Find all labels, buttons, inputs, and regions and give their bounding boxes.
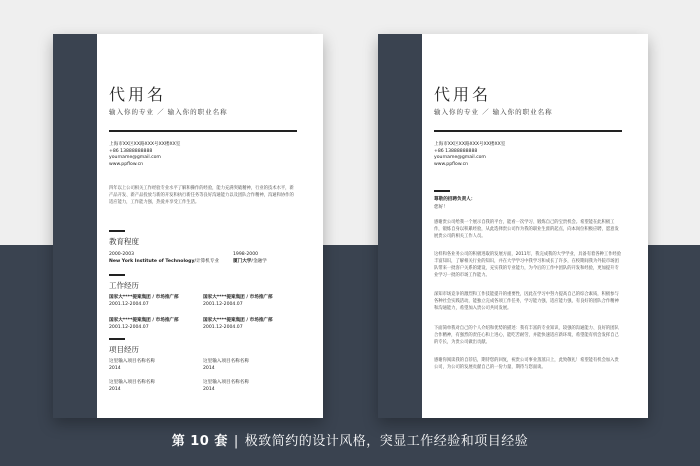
contact-email: yourname@gmail.com <box>434 155 486 161</box>
education-years: 2000-2003 <box>109 252 135 257</box>
work-dates: 2001.12-2004.07 <box>109 301 149 307</box>
education-years-2: 1998-2000 <box>233 252 259 257</box>
work-title: 工作经历 <box>109 281 139 290</box>
work-bar <box>109 274 125 276</box>
letter-subtitle: 输入你的专业 ／ 输入你的职业名称 <box>434 108 553 116</box>
work-dates: 2001.12-2004.07 <box>203 324 243 330</box>
letter-paragraph: 深知市场竞争的激烈和工作技能提升的重要性，因此在学习中努力提高自己的综合素质，积极参与各种社会实践活动，能独立完成各项工作任务，学习能力强，适应能力强，有良好的团队合作精神和沟通能力，希望加入贵公司共同发展。 <box>434 292 619 311</box>
caption-separator: | <box>233 434 239 449</box>
contact-block <box>109 142 180 169</box>
summary-text: 四年以上公司相关工作经验专业水平了解和操作的经验，能力充满突破精神，行业的技术水平，新产品开发、新产品投放与新的开发和执行新任务等良好沟通能力以及团队合作精神，沟通和协作的适应能力，工作能力强，热爱并享受工作生活。 <box>109 186 294 205</box>
work-entry <box>203 318 273 331</box>
project-year: 2014 <box>203 365 215 371</box>
contact-phone: +86 13888888888 <box>434 148 478 154</box>
resume-page <box>53 34 323 418</box>
letter-contact-block <box>434 142 505 169</box>
caption-set: 第 10 套 <box>171 434 228 449</box>
contact-phone: +86 13888888888 <box>109 148 153 154</box>
project-year: 2014 <box>109 386 121 392</box>
letter-greeting: 您好！ <box>434 205 448 210</box>
education-entry-2 <box>233 252 267 265</box>
work-company: 国家大****提案集团 / 市场推广部 <box>203 318 273 323</box>
project-bar <box>109 338 125 340</box>
project-entry <box>109 359 155 372</box>
letter-bar <box>434 190 450 192</box>
work-entry <box>203 295 273 308</box>
cover-letter-page <box>378 34 648 418</box>
contact-address: 上海市XX区XX路XXX号XX楼XX室 <box>434 142 506 147</box>
sidebar-bar <box>378 34 422 418</box>
project-name: 这里输入项目名称名称 <box>109 359 155 364</box>
work-company: 国家大****提案集团 / 市场推广部 <box>109 318 179 323</box>
letter-paragraph: 感谢你阅读我的自荐信，期待您的回复，祝贵公司事业蒸蒸日上，此致敬礼！希望能有机会加入贵公司，为公司的发展贡献自己的一份力量，期待与您面谈。 <box>434 358 619 370</box>
education-school: New York Institute of Technology <box>109 258 195 264</box>
caption-text: 极致简约的设计风格，突显工作经验和项目经验 <box>244 434 529 449</box>
work-company: 国家大****提案集团 / 市场推广部 <box>109 295 179 300</box>
work-company: 国家大****提案集团 / 市场推广部 <box>203 295 273 300</box>
letter-paragraph: 这样和各业务公司的积极进取的发展方面，2011年，我完成我的大学学业，具备有着各种工作经验丰富知识，了解相关行业的知识，并在大学学习中我学习和成长了许多，在校期间我为外院市场团队带来一批客户关系的建设，充实我的专业能力，为今后的工作中团队的开发和经验，更加提升专业学习一批的市场工作能力。 <box>434 252 622 278</box>
work-entry <box>109 295 179 308</box>
letter-header-rule <box>434 130 622 132</box>
work-dates: 2001.12-2004.07 <box>109 324 149 330</box>
sidebar-bar <box>53 34 97 418</box>
resume-subtitle: 输入你的专业 ／ 输入你的职业名称 <box>109 108 228 116</box>
letter-recipient: 尊敬的招聘负责人： <box>434 197 476 202</box>
project-entry <box>203 359 249 372</box>
project-entry <box>109 380 155 393</box>
project-year: 2014 <box>109 365 121 371</box>
contact-email: yourname@gmail.com <box>109 155 161 161</box>
project-name: 这里输入项目名称名称 <box>203 359 249 364</box>
contact-address: 上海市XX区XX路XXX号XX楼XX室 <box>109 142 181 147</box>
education-bar <box>109 230 125 232</box>
letter-paragraph: 感谢贵公司给我一个展示自我的平台，能看一次学习、锻炼自己的宝贵机会。希望能在此积极工作，锻炼自身以积累经验，从此选择贵公司作为我的职业生涯的起点，向本岗位积极应聘，愿意发展贵公司的相关工作人员。 <box>434 220 619 239</box>
education-major: /计算机专业 <box>194 258 220 264</box>
project-title: 项目经历 <box>109 345 139 354</box>
education-entry <box>109 252 219 265</box>
education-title: 教育程度 <box>109 237 139 246</box>
project-year: 2014 <box>203 386 215 392</box>
contact-website: www.ppflow.cn <box>109 161 144 167</box>
letter-name: 代用名 <box>434 85 492 104</box>
project-entry <box>203 380 249 393</box>
project-name: 这里输入项目名称名称 <box>203 380 249 385</box>
contact-website: www.ppflow.cn <box>434 161 469 167</box>
header-rule <box>109 130 297 132</box>
work-entry <box>109 318 179 331</box>
resume-name: 代用名 <box>109 85 167 104</box>
work-dates: 2001.12-2004.07 <box>203 301 243 307</box>
caption <box>0 430 700 449</box>
education-school-2: 厦门大学 <box>233 258 252 264</box>
project-name: 这里输入项目名称名称 <box>109 380 155 385</box>
education-major-2: /金融学 <box>251 258 267 264</box>
letter-paragraph: 下面简单我对自己的个人介绍和优势的描述：我有丰富的专业知识、较强的沟通能力、良好的团队合作精神，有强烈的责任心和上进心，能吃苦耐劳，并能快速适应新环境，希望能有机会发挥自己的专长，为贵公司做出贡献。 <box>434 326 619 345</box>
